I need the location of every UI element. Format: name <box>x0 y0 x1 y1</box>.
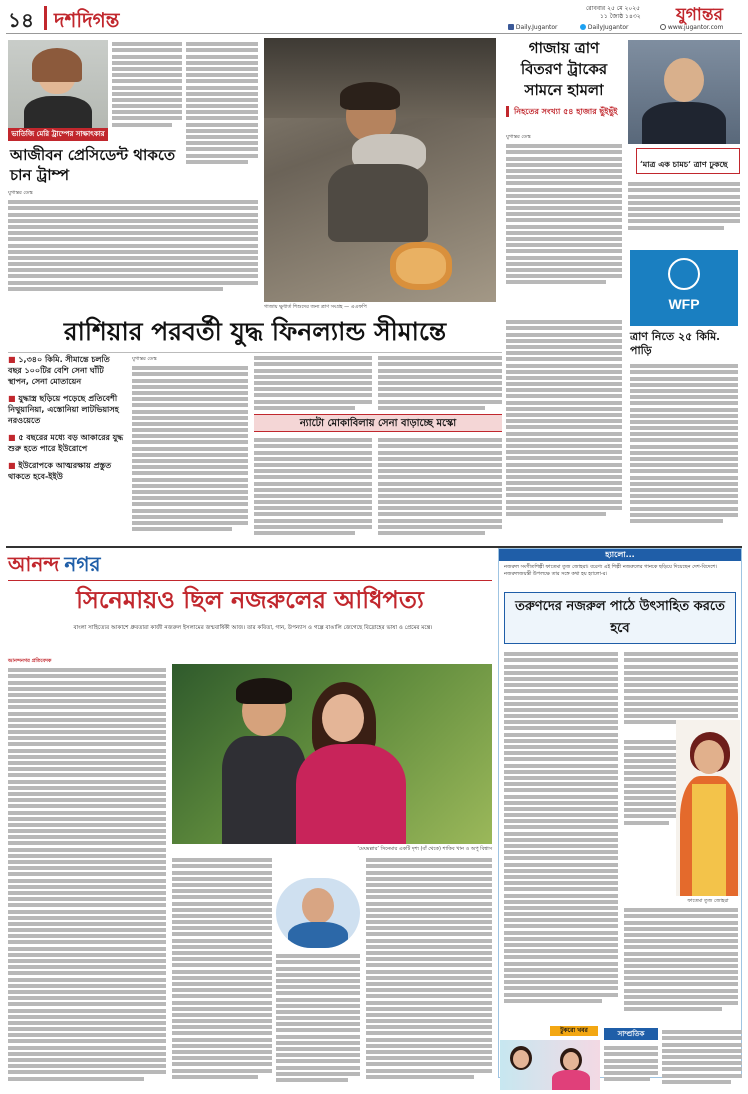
russia-col-2 <box>254 354 372 414</box>
date-line-1: রোববার ২৫ মে ২০২৫ <box>586 5 641 12</box>
anondo-logo-rule <box>8 580 492 581</box>
bottom-sub-tag: টুকরো খবর <box>550 1026 598 1036</box>
bullet-item: ■ যুদ্ধাস্ত্র ছড়িয়ে পড়েছে প্রতিবেশী নিথুয়ানিয়া, এস্তোনিয়া লাটভিয়াসহ নরওয়েতে <box>8 394 119 425</box>
anondo-col-2 <box>172 856 272 1090</box>
anondo-col-4 <box>366 856 492 1090</box>
trump-body-text <box>8 198 258 306</box>
halo-col-4 <box>624 906 738 1024</box>
trump-headline: আজীবন প্রেসিডেন্ট থাকতে চান ট্রাম্প <box>10 146 176 184</box>
anondo-lead: বাংলা সাহিত্যের আকাশে ধ্রুবতারা কাজী নজরুল ইসলামের জন্মবার্ষিকী আজ। তার কবিতা, গান, উপন্যাস ও গল্পে বাঙালি জেগেছে বিদ্রোহের ভাষা ও প্রেমের মন্ত্রে। <box>73 625 433 631</box>
gaza-sub: নিহতের সংখ্যা ৫৪ হাজার ছুঁইছুঁই <box>506 106 622 117</box>
halo-tag: হ্যালো... <box>499 549 741 561</box>
anondo-byline: আনন্দনগর প্রতিবেদক <box>8 658 52 664</box>
masthead-divider <box>44 6 47 30</box>
social-facebook[interactable]: Daily.Jugantor <box>508 24 558 31</box>
masthead <box>0 0 748 34</box>
page-number: ১৪ <box>8 8 34 32</box>
gaza-photo-caption: গাজায় ক্ষুধার্ত শিশুদের জন্য ত্রাণ সংগ্রহ — এএফপি <box>264 304 367 310</box>
gaza-byline: যুগান্তর ডেস্ক <box>506 134 531 140</box>
gaza-col-2 <box>628 180 740 244</box>
facebook-icon <box>508 24 514 30</box>
bullet-item: ■ ১,৩৪০ কিমি. সীমান্তে চলতি বছর ১০০টির বেশি সেনা ঘাঁটি স্থাপন, সেনা মোতায়েন <box>8 355 110 386</box>
bullet-icon: ■ <box>8 394 19 403</box>
trump-col-2 <box>186 40 258 190</box>
russia-rule <box>8 352 502 353</box>
bullet-icon: ■ <box>8 461 19 470</box>
wfp-headline: ত্রাণ নিতে ২৫ কিমি. পাড়ি <box>630 330 721 357</box>
anondo-col-3 <box>276 952 360 1090</box>
wfp-body-text <box>630 362 738 538</box>
russia-col-4 <box>254 436 372 540</box>
russia-bullets <box>8 354 126 482</box>
anondo-headline: সিনেমায়ও ছিল নজরুলের আধিপত্য <box>76 585 424 614</box>
masthead-rule <box>6 33 742 34</box>
film-still-photo <box>172 664 492 844</box>
russia-byline: যুগান্তর ডেস্ক <box>132 356 157 362</box>
halo-headline-box: তরুণদের নজরুল পাঠে উৎসাহিত করতে হবে <box>504 592 736 644</box>
actor-portrait-photo <box>276 878 360 948</box>
singer-portrait-photo <box>676 720 740 896</box>
guterres-photo <box>628 40 740 144</box>
paper-logo: যুগান্তর <box>676 5 723 25</box>
bullet-item: ■ ইউরোপকে আত্মরক্ষায় প্রস্তুত থাকতে হবে-ইইউ <box>8 461 112 481</box>
bullet-icon: ■ <box>8 355 19 364</box>
bottom-photo <box>500 1040 600 1090</box>
wfp-emblem-icon <box>668 258 700 290</box>
bullet-icon: ■ <box>8 433 19 442</box>
halo-col-1 <box>504 650 618 1024</box>
bullet-item: ■ ৫ বছরের মধ্যে বড় আকারের যুদ্ধ শুরু হতে পারে ইউরোপে <box>8 433 124 453</box>
gaza-body-text <box>506 142 622 312</box>
anondo-logo: আনন্দ নগর <box>8 552 101 576</box>
russia-col-1 <box>132 364 248 540</box>
film-still-caption: ‘মেঘমল্লার’ সিনেমার একটি দৃশ্য (বাঁ থেকে) শাকিব খান ও অপু বিশ্বাস <box>357 846 492 852</box>
twitter-icon <box>580 24 586 30</box>
trump-kicker: ভাতিজি মেরি ট্রাম্পের সাক্ষাৎকার <box>8 128 108 141</box>
trump-intro-text <box>112 40 182 140</box>
wfp-logo: WFP <box>630 250 738 326</box>
russia-insert-bar: ন্যাটো মোকাবিলায় সেনা বাড়াচ্ছে মস্কো <box>254 414 502 432</box>
halo-col-3 <box>624 738 676 838</box>
date-line-2: ১১ জ্যৈষ্ঠ ১৪৩২ <box>600 13 641 20</box>
anondo-col-1 <box>8 666 166 1090</box>
bottom-tag: সাম্প্রতিক <box>604 1028 658 1040</box>
gaza-quote-box: ‘মাত্র এক চামচ’ ত্রাণ ঢুকছে <box>636 148 740 174</box>
mary-trump-photo <box>8 40 108 130</box>
trump-byline: যুগান্তর ডেস্ক <box>8 190 33 196</box>
social-twitter[interactable]: DailyJugantor <box>580 24 628 31</box>
russia-headline: রাশিয়ার পরবর্তী যুদ্ধ ফিনল্যান্ড সীমান্তে <box>63 317 447 346</box>
russia-col-5 <box>378 436 502 540</box>
section-title: দশদিগন্ত <box>54 8 120 32</box>
halo-intro: নজরুল সংগীতশিল্পী ফাতেমা তুজ জোহরা। বরেণ্য এই শিল্পী নজরুলের গানকে ছড়িয়ে দিয়েছেন দেশ-বিদেশে। নজরুলজয়ন্তী উপলক্ষে তার সঙ্গে কথা হয় হ্যালো-র। <box>504 564 718 577</box>
globe-icon <box>660 24 666 30</box>
gaza-col-3 <box>506 318 622 538</box>
bottom-text <box>662 1028 742 1090</box>
bottom-text-2 <box>604 1044 658 1090</box>
gaza-headline: গাজায় ত্রাণ বিতরণ ট্রাকের সামনে হামলা <box>520 39 608 99</box>
russia-col-3 <box>378 354 502 414</box>
website-link[interactable]: www.jugantor.com <box>660 24 723 31</box>
gaza-photo <box>264 38 496 302</box>
singer-portrait-caption: ফাতেমা তুজ জোহরা <box>687 898 729 904</box>
